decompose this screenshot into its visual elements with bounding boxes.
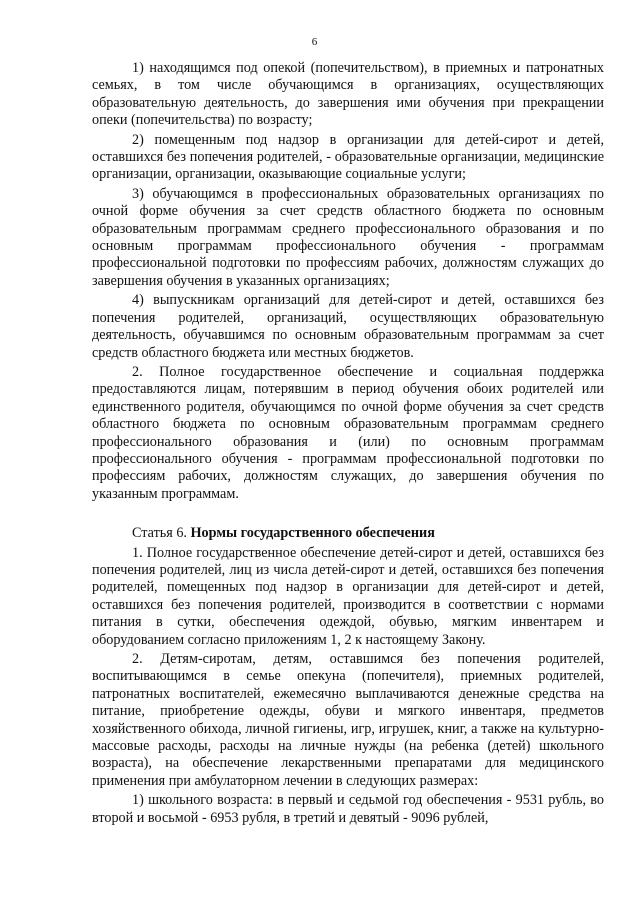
paragraph-item-1: 1) находящимся под опекой (попечительством), в приемных и патронатных семьях, в том числе обучающимся в организациях, осуществляющих образовательную деятельность, до завершения ими обучения при прекращении опеки (попечительства) по возрасту; <box>92 60 604 129</box>
paragraph-point-2: 2. Полное государственное обеспечение и социальная поддержка предоставляются лицам, потерявшим в период обучения обоих родителей или единственного родителя, обучающимся по очной форме обучения за счет средств областного бюджета по основным образовательным программам среднего профессионального образования и (или) по основным программам профессионального обучения - программам профессиональной подготовки по профессиям рабочих, должностям служащих, до завершения обучения по указанным программам. <box>92 363 604 502</box>
document-body <box>92 60 604 829</box>
paragraph-item-4: 4) выпускникам организаций для детей-сирот и детей, оставшихся без попечения родителей, организаций, осуществляющих образовательную деятельность, обучавшимся по основным образовательным программам за счет средств областного бюджета или местных бюджетов. <box>92 292 604 361</box>
page-number: 6 <box>311 36 318 48</box>
paragraph-item-2: 2) помещенным под надзор в организации для детей-сирот и детей, оставшихся без попечения родителей, - образовательные организации, медицинские организации, организации, оказывающие социальные услуги; <box>92 131 604 183</box>
paragraph-item-3: 3) обучающимся в профессиональных образовательных организациях по очной форме обучения за счет средств областного бюджета по основным образовательным программам среднего профессионального образования и по основным программам профессионального обучения - программам профессиональной подготовки по профессиям рабочих, должностям служащих до завершения обучения в указанных организациях; <box>92 185 604 289</box>
article-paragraph-1: 1. Полное государственное обеспечение детей-сирот и детей, оставшихся без попечения родителей, лиц из числа детей-сирот и детей, оставшихся без попечения родителей, помещенных под надзор в организации для детей-сирот и детей, оставшихся без попечения родителей, производится в соответствии с нормами питания в сутки, обеспечения одеждой, обувью, мягким инвентарем и оборудованием согласно приложениям 1, 2 к настоящему Закону. <box>92 544 604 648</box>
article-title: Нормы государственного обеспечения <box>190 525 435 542</box>
article-subitem-1: 1) школьного возраста: в первый и седьмой год обеспечения - 9531 рубль, во второй и восьмой - 6953 рубля, в третий и девятый - 9096 рублей, <box>92 792 604 826</box>
section-spacer <box>92 505 604 525</box>
article-heading <box>92 525 604 542</box>
article-paragraph-2: 2. Детям-сиротам, детям, оставшимся без попечения родителей, воспитывающимся в семье опекуна (попечителя), приемных родителей, патронатных воспитателей, ежемесячно выплачиваются денежные средства на питание, приобретение одежды, обуви и мягкого инвентаря, предметов хозяйственного обихода, личной гигиены, игр, игрушек, книг, а также на культурно-массовые расходы, расходы на личные нужды (на ребенка (детей) школьного возраста), на обеспечение лекарственными препаратами для медицинского применения при амбулаторном лечении в следующих размерах: <box>92 651 604 789</box>
article-label: Статья 6. <box>132 525 187 542</box>
